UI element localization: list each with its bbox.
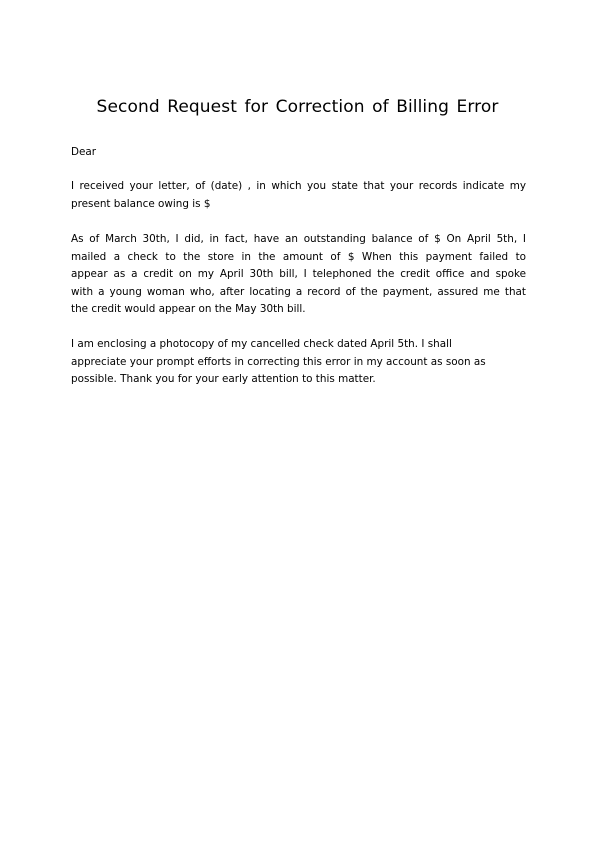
paragraph-line: the credit would appear on the May 30th bill.: [71, 303, 306, 315]
paragraph-line: As of March 30th, I did, in fact, have an outstanding balance of $ On April 5th, I: [71, 233, 526, 245]
paragraph-2: [71, 231, 526, 319]
paragraph-line: appear as a credit on my April 30th bill, I telephoned the credit office and spoke: [71, 268, 526, 280]
paragraph-line: possible. Thank you for your early attention to this matter.: [71, 373, 376, 385]
paragraph-line: I am enclosing a photocopy of my cancelled check dated April 5th. I shall: [71, 338, 452, 350]
paragraph-line: appreciate your prompt efforts in correcting this error in my account as soon as: [71, 355, 486, 368]
letter-greeting: [71, 144, 526, 162]
letter-title: Second Request for Correction of Billing Error: [96, 97, 499, 117]
paragraph-line: with a young woman who, after locating a record of the payment, assured me that: [71, 285, 526, 298]
paragraph-3: [71, 336, 526, 389]
greeting-line: Dear: [71, 146, 97, 158]
paragraph-1: [71, 178, 526, 213]
paragraph-line: present balance owing is $: [71, 197, 211, 210]
paragraph-line: mailed a check to the store in the amount of $ When this payment failed to: [71, 250, 526, 263]
paragraph-line: I received your letter, of (date) , in which you state that your records indicate my: [71, 180, 526, 192]
